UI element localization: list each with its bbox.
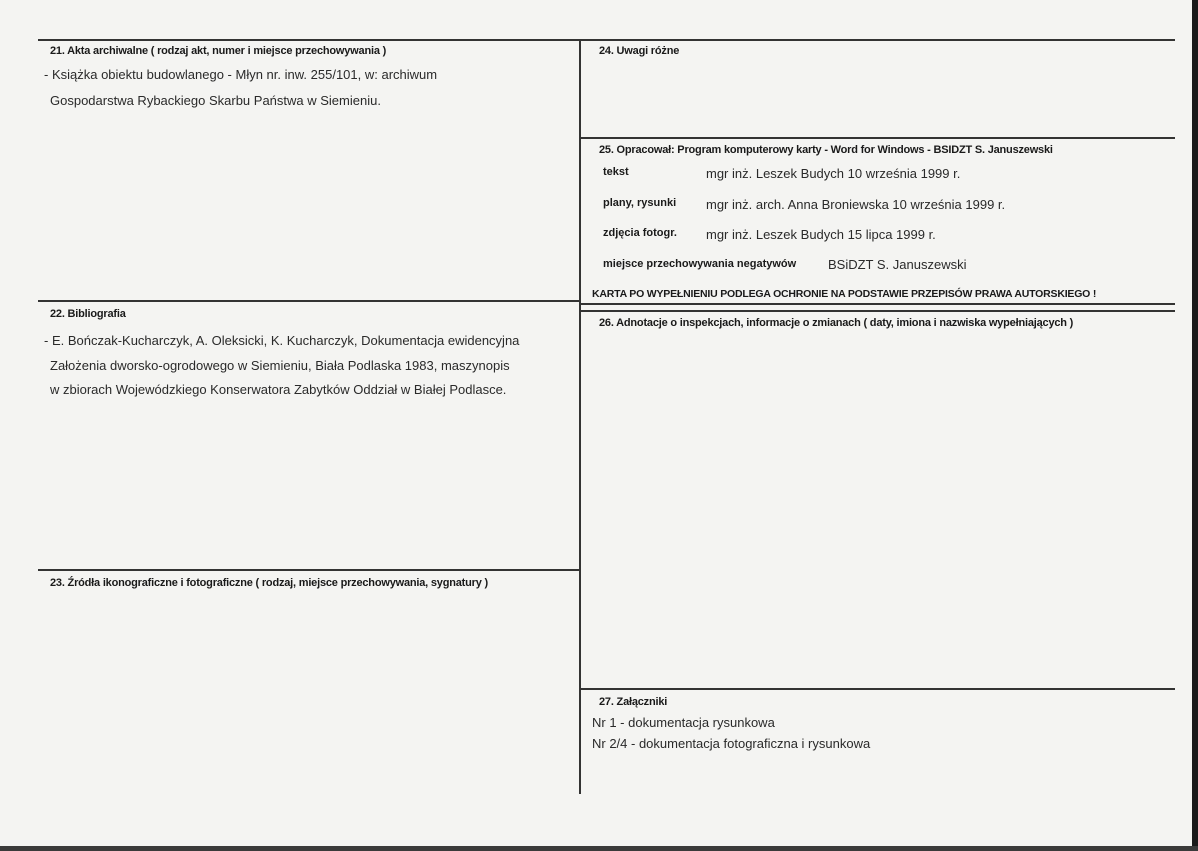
section-26-title: 26. Adnotacje o inspekcjach, informacje o zmianach ( daty, imiona i nazwiska wypełniających ) <box>599 317 1074 329</box>
rule-25-26-a <box>581 303 1175 305</box>
section-23-title: 23. Źródła ikonograficzne i fotograficzne ( rodzaj, miejsce przechowywania, sygnatury ) <box>50 577 488 589</box>
rule-25-26-b <box>581 310 1175 312</box>
section-22-line-3: w zbiorach Wojewódzkiego Konserwatora Zabytków Oddział w Białej Podlasce. <box>50 382 507 397</box>
section-21-line-1: - Książka obiektu budowlanego - Młyn nr. inw. 255/101, w: archiwum <box>44 67 438 82</box>
section-22-line-1: - E. Bończak-Kucharczyk, A. Oleksicki, K. Kucharczyk, Dokumentacja ewidencyjna <box>44 333 520 348</box>
section-25-label-zdjecia: zdjęcia fotogr. <box>603 227 677 239</box>
section-22-title: 22. Bibliografia <box>50 308 126 320</box>
section-25-title: 25. Opracował: Program komputerowy karty - Word for Windows - BSIDZT S. Januszewski <box>599 144 1053 156</box>
section-25-label-plany: plany, rysunki <box>603 197 677 209</box>
rule-24-25 <box>581 137 1175 139</box>
scan-edge-bottom <box>0 846 1198 851</box>
rule-21-22 <box>38 300 580 302</box>
section-27-title: 27. Załączniki <box>599 696 668 708</box>
section-25-value-zdjecia: mgr inż. Leszek Budych 15 lipca 1999 r. <box>706 227 936 242</box>
section-21-title: 21. Akta archiwalne ( rodzaj akt, numer i miejsce przechowywania ) <box>50 45 387 57</box>
section-22-line-2: Założenia dworsko-ogrodowego w Siemieniu, Biała Podlaska 1983, maszynopis <box>50 358 510 373</box>
top-rule <box>38 39 1175 41</box>
center-divider <box>579 39 581 794</box>
section-25-value-tekst: mgr inż. Leszek Budych 10 września 1999 r. <box>706 166 961 181</box>
rule-22-23 <box>38 569 580 571</box>
section-24-title: 24. Uwagi różne <box>599 45 680 57</box>
section-27-line-2: Nr 2/4 - dokumentacja fotograficzna i rysunkowa <box>592 736 871 751</box>
section-25-value-plany: mgr inż. arch. Anna Broniewska 10 września 1999 r. <box>706 197 1006 212</box>
rule-26-27 <box>581 688 1175 690</box>
copyright-notice: KARTA PO WYPEŁNIENIU PODLEGA OCHRONIE NA PODSTAWIE PRZEPISÓW PRAWA AUTORSKIEGO ! <box>592 288 1097 300</box>
section-25-value-negatywy: BSiDZT S. Januszewski <box>828 257 967 272</box>
section-27-line-1: Nr 1 - dokumentacja rysunkowa <box>592 715 775 730</box>
scan-edge-right <box>1192 0 1198 851</box>
section-21-line-2: Gospodarstwa Rybackiego Skarbu Państwa w Siemieniu. <box>50 93 381 108</box>
section-25-label-tekst: tekst <box>603 166 629 178</box>
section-25-label-negatywy: miejsce przechowywania negatywów <box>603 258 797 270</box>
